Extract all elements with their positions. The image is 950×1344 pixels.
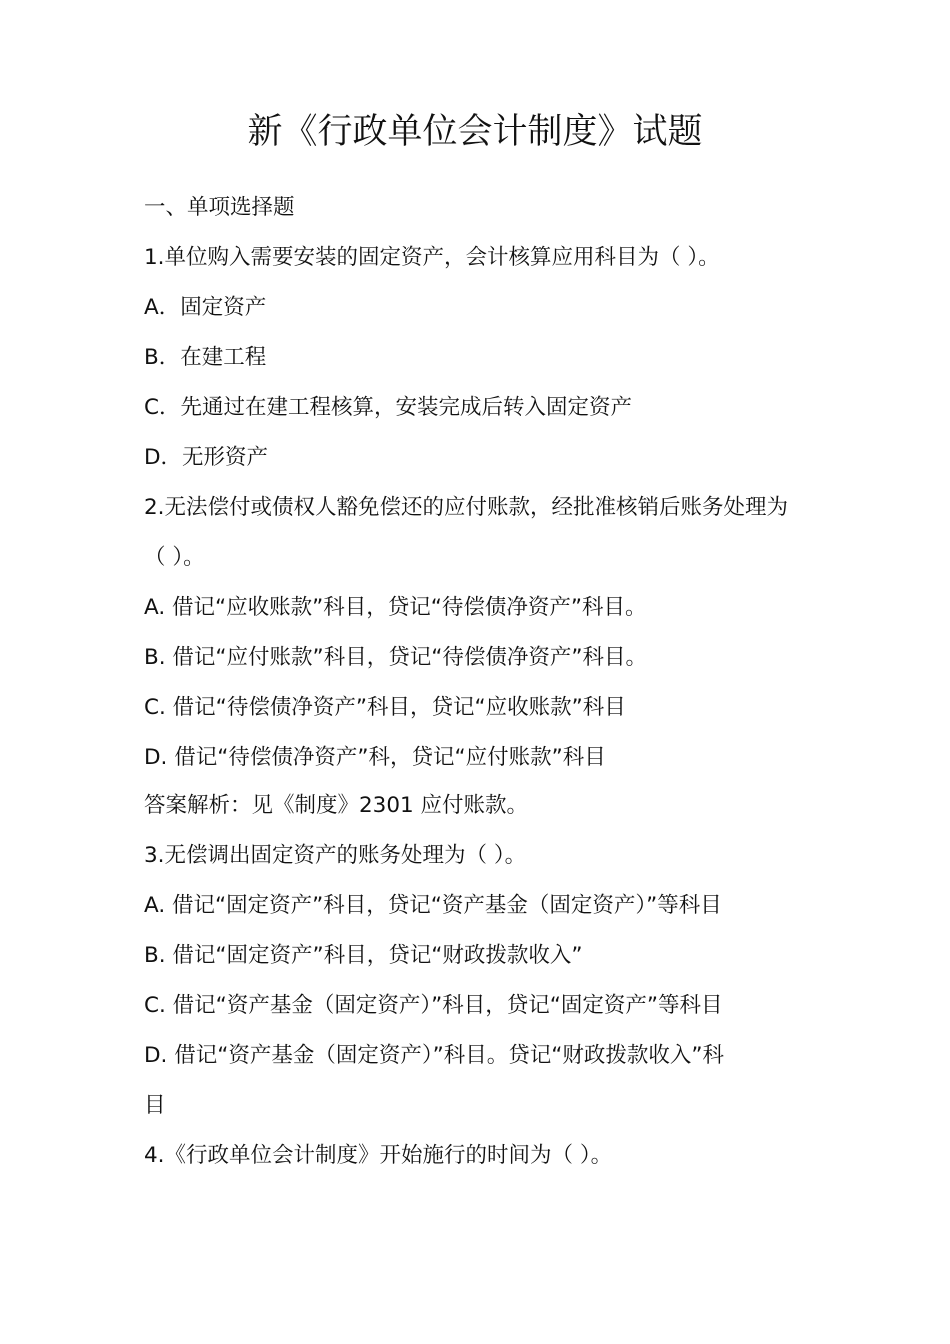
q2-option-c: C. 借记“待偿债净资产”科目，贷记“应收账款”科目 <box>144 695 626 720</box>
question-4: 4.《行政单位会计制度》开始施行的时间为（ ）。 <box>144 1143 613 1168</box>
q2-option-a: A. 借记“应收账款”科目，贷记“待偿债净资产”科目。 <box>144 595 647 620</box>
q2-answer-explanation: 答案解析：见《制度》2301 应付账款。 <box>144 793 529 818</box>
question-2: 2.无法偿付或债权人豁免偿还的应付账款，经批准核销后账务处理为 <box>144 495 789 520</box>
question-3: 3.无偿调出固定资产的账务处理为（ ）。 <box>144 843 527 868</box>
q3-option-b: B. 借记“固定资产”科目，贷记“财政拨款收入” <box>144 943 583 968</box>
q1-option-b: B．在建工程 <box>144 345 267 370</box>
q3-option-d-continued: 目 <box>144 1093 166 1118</box>
q3-option-d: D. 借记“资产基金（固定资产）”科目。贷记“财政拨款收入”科 <box>144 1043 725 1068</box>
document-title: 新《行政单位会计制度》试题 <box>247 112 703 152</box>
q2-option-d: D. 借记“待偿债净资产”科，贷记“应付账款”科目 <box>144 745 606 770</box>
q3-option-a: A. 借记“固定资产”科目，贷记“资产基金（固定资产）”等科目 <box>144 893 722 918</box>
q2-option-b: B. 借记“应付账款”科目，贷记“待偿债净资产”科目。 <box>144 645 647 670</box>
section-heading: 一、单项选择题 <box>144 195 295 220</box>
q1-option-d: D．无形资产 <box>144 445 269 470</box>
q1-option-a: A．固定资产 <box>144 295 267 320</box>
q3-option-c: C. 借记“资产基金（固定资产）”科目，贷记“固定资产”等科目 <box>144 993 723 1018</box>
question-2-continued: （ ）。 <box>144 545 205 570</box>
question-1: 1.单位购入需要安装的固定资产，会计核算应用科目为（ ）。 <box>144 245 720 270</box>
q1-option-c: C．先通过在建工程核算，安装完成后转入固定资产 <box>144 395 633 420</box>
